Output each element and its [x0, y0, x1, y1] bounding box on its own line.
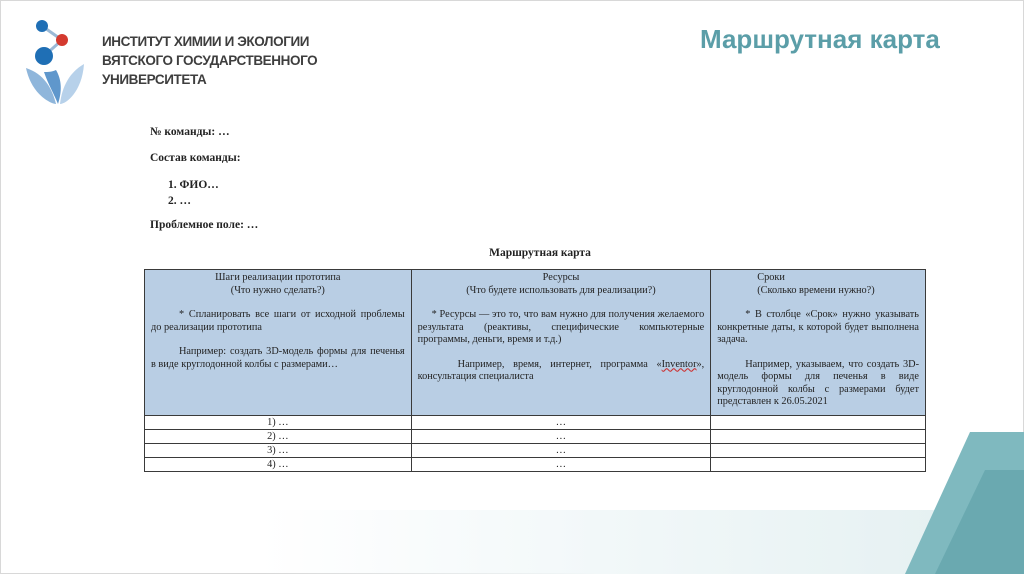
step-cell: 2) …: [145, 430, 412, 444]
organization-name: [102, 32, 317, 89]
header-cell-resources: [411, 270, 711, 416]
column-note: * В столбце «Срок» нужно указывать конкретные даты, к которой будет выполнена задача.: [717, 309, 919, 345]
org-line: ВЯТСКОГО ГОСУДАРСТВЕННОГО: [102, 53, 318, 68]
table-header-row: [145, 270, 926, 416]
org-line: УНИВЕРСИТЕТА: [102, 72, 207, 87]
column-title: Ресурсы: [542, 272, 580, 283]
resource-cell: …: [411, 444, 711, 458]
table-row: [145, 444, 926, 458]
deadline-cell: [711, 458, 926, 472]
deadline-cell: [711, 416, 926, 430]
decorative-gradient-band: [260, 510, 940, 574]
deadline-cell: [711, 430, 926, 444]
deadline-cell: [711, 444, 926, 458]
header-cell-deadlines: [711, 270, 926, 416]
column-subtitle: (Что будете использовать для реализации?): [466, 284, 656, 296]
example-suffix: », консультация специалиста: [417, 358, 705, 382]
column-example: Например: создать 3D-модель формы для печенья в виде круглодонной колбы с размерами…: [151, 346, 405, 370]
example-prefix: Например, время, интернет, программа «: [457, 358, 662, 370]
table-row: [145, 430, 926, 444]
table-row: [145, 458, 926, 472]
column-example: Например, указываем, что создать 3D-модель формы для печенья в виде круглодонной колбы с размерами будет представлен к 26.05.2021: [717, 358, 919, 407]
header-cell-steps: [145, 270, 412, 416]
slide-title: Маршрутная карта: [700, 24, 940, 54]
resource-cell: …: [411, 458, 711, 472]
column-subtitle: (Что нужно сделать?): [230, 284, 325, 296]
column-subtitle: (Сколько времени нужно?): [757, 284, 875, 296]
step-cell: 1) …: [145, 416, 412, 430]
team-composition: Состав команды:: [150, 152, 241, 164]
problem-field: Проблемное поле: …: [150, 219, 259, 231]
step-cell: 4) …: [145, 458, 412, 472]
table-row: [145, 416, 926, 430]
column-example: [418, 359, 705, 384]
map-title: Маршрутная карта: [489, 247, 591, 259]
column-note: * Спланировать все шаги от исходной проблемы до реализации прототипа: [151, 309, 405, 333]
resource-cell: …: [411, 430, 711, 444]
institute-logo-icon: [22, 18, 94, 108]
resource-cell: …: [411, 416, 711, 430]
column-note: * Ресурсы — это то, что вам нужно для получения желаемого результата (реактивы, специфические компьютерные программы, деньги, время и т.д.): [417, 309, 705, 345]
team-number: № команды: …: [150, 126, 230, 138]
member-item: 2. …: [168, 195, 191, 207]
member-item: 1. ФИО…: [168, 179, 219, 191]
org-line: ИНСТИТУТ ХИМИИ И ЭКОЛОГИИ: [102, 34, 310, 49]
route-map-table: [144, 269, 926, 472]
step-cell: 3) …: [145, 444, 412, 458]
example-software: Inventor: [661, 358, 697, 370]
column-title: Сроки: [757, 272, 785, 283]
column-title: Шаги реализации прототипа: [215, 272, 341, 283]
